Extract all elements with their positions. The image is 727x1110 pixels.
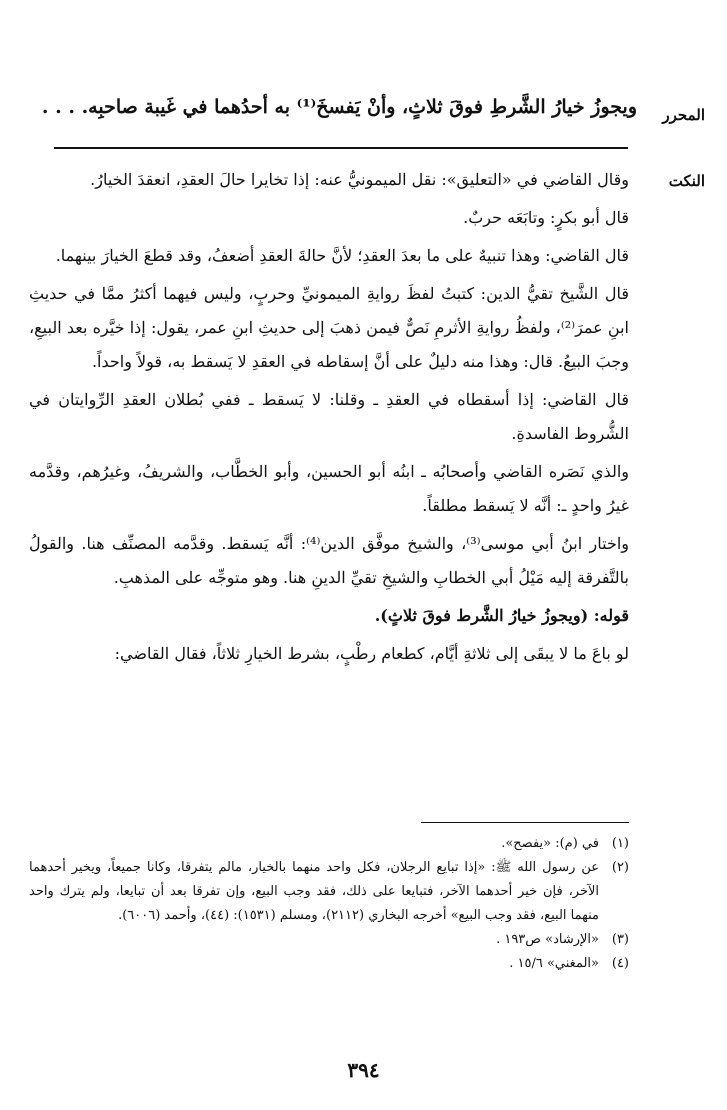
footnote-text: عن رسول الله ﷺ: «إذا تبايع الرجلان، فكل واحد منهما بالخيار، مالم يتفرقا، وكانا جميعاً، ويخير أحدهما الآخر، فإن خير أحدهما الآخر، فتبايعا على ذلك، فقد وجب البيع، وإن تفرقا بعد أن تبايعا، ولم يترك واحد منهما البيع، فقد وجب البيع» أخرجه البخاري (٢١١٢)، ومسلم (١٥٣١): (٤٤)، وأحمد (٦٠٠٦). [29, 860, 599, 923]
paragraph: قال الشَّيخ تقيُّ الدين: كتبتُ لفظَ روايةِ الميمونيِّ وحربٍ، وليس فيهما أكثرُ ممَّا في حديثِ ابنِ عمرَ⁽²⁾، ولفظُ روايةِ الأثرمِ نَصٌّ فيمن ذهبَ إلى حديثِ ابنِ عمر، يقول: إذا خيَّره بعد البيعِ، وجبَ البيعُ. قال: وهذا منه دليلٌ على أنَّ إسقاطه في العقدِ لا يَسقط به، قولاً واحداً. [29, 284, 629, 371]
muharrar-label: المحرر [662, 106, 705, 124]
muharrar-text: ويجوزُ خيارُ الشَّرطِ فوقَ ثلاثٍ، وأنْ يَفسخَ⁽¹⁾ به أحدُهما في غَيبة صاحبِه. . . . [41, 96, 637, 118]
footnote-text: في (م): «يفصح». [501, 836, 599, 851]
paragraph: واختار ابنُ أبي موسى⁽³⁾، والشيخ موفَّق الدين⁽⁴⁾: أنَّه يَسقط. وقدَّمه المصنِّف هنا. والقولُ بالتَّفرقة إليه مَيْلُ أبي الخطابِ والشيخِ تقيِّ الدينِ هنا. وهو متوجِّه على المذهبِ. [29, 534, 630, 587]
footnote-number: (٣) [611, 932, 629, 947]
footnote [29, 832, 629, 856]
paragraph: قال أبو بكرٍ: وتابَعَه حربٌ. [463, 208, 629, 227]
commentary-body [29, 163, 629, 675]
footnote-number: (١) [611, 836, 629, 851]
footnote-divider [421, 822, 629, 823]
footnote-text: «المغني» ١٥/٦ . [509, 956, 599, 971]
quoted-heading: قوله: (ويجوزُ خيارُ الشَّرط فوقَ ثلاثٍ). [374, 606, 629, 625]
footnote-number: (٤) [611, 956, 629, 971]
nukat-label: النكت [668, 172, 705, 190]
footnotes [29, 832, 629, 976]
footnote [29, 856, 629, 928]
paragraph: والذي نَصَره القاضي وأصحابُه ـ ابنُه أبو الحسين، وأبو الخطَّاب، والشريفُ، وغيرُهم، وقدَّمه غيرُ واحدٍ ـ: أنَّه لا يَسقط مطلقاً. [29, 462, 629, 515]
paragraph: لو باعَ ما لا يبقَى إلى ثلاثةِ أيَّام، كطعام رطْبٍ، بشرط الخيارِ ثلاثاً، فقال القاضي: [114, 644, 629, 663]
paragraph: قال القاضي: إذا أسقطاه في العقدِ ـ وقلنا: لا يَسقط ـ ففي بُطلان العقدِ الرِّوايتان في الشُّروط الفاسدةِ. [29, 390, 629, 443]
footnote-number: (٢) [611, 860, 629, 875]
header-divider [54, 147, 628, 149]
paragraph: قال القاضي: وهذا تنبيهٌ على ما بعدَ العقدِ؛ لأنَّ حالةَ العقدِ أضعفُ، وقد قطعَ الخيارَ بينهما. [55, 246, 629, 265]
paragraph: وقال القاضي في «التعليق»: نقل الميمونيُّ عنه: إذا تخايرا حالَ العقدِ، انعقدَ الخيارُ. [90, 170, 629, 189]
footnote [29, 928, 629, 952]
footnote [29, 952, 629, 976]
page-number: ٣٩٤ [347, 1058, 380, 1082]
footnote-text: «الإرشاد» ص١٩٣ . [496, 932, 599, 947]
